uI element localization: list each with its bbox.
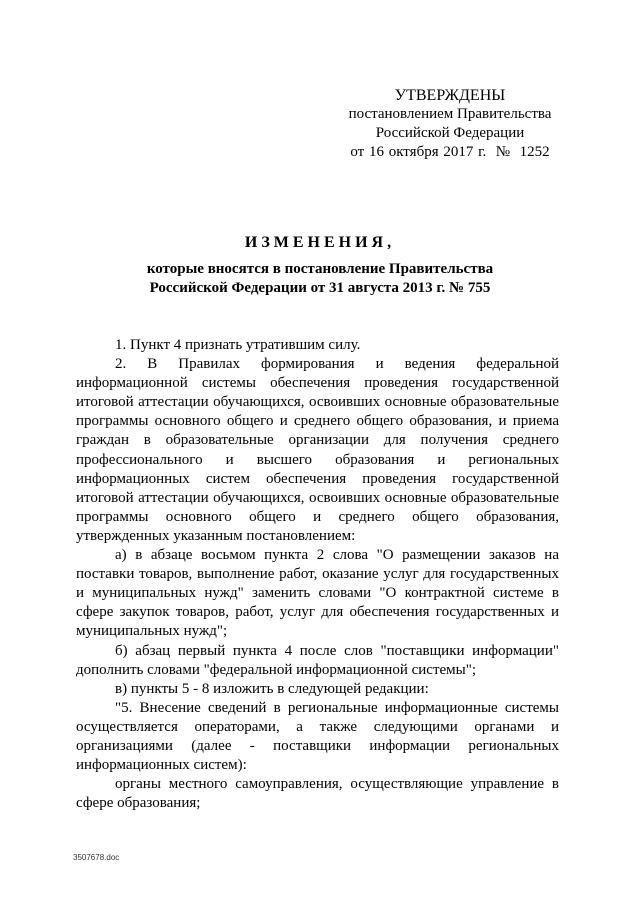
approval-line-2: Российской Федерации: [375, 125, 525, 141]
paragraph-7: органы местного самоуправления, осуществляющие управление в сфере образования;: [76, 776, 559, 812]
approval-date-line: от 16 октября 2017 г. № 1252: [350, 144, 550, 160]
paragraph-4: б) абзац первый пункта 4 после слов "поставщики информации" дополнить словами "федеральной информационной системы";: [76, 642, 559, 678]
document-title: ИЗМЕНЕНИЯ,: [244, 234, 396, 251]
paragraph-3: а) в абзаце восьмом пункта 2 слова "О размещении заказов на поставки товаров, выполнение работ, оказание услуг для государственных и муниципальных нужд" заменить словами "О контрактной системе в сфере закупок товаров, работ, услуг для обеспечения государственных и муниципальных нужд";: [76, 547, 559, 640]
approval-title: УТВЕРЖДЕНЫ: [394, 87, 506, 104]
subtitle-line-1: которые вносятся в постановление Правительства: [146, 261, 494, 277]
paragraph-5: в) пункты 5 - 8 изложить в следующей редакции:: [115, 680, 429, 697]
document-subtitle: [120, 260, 520, 298]
paragraph-6: "5. Внесение сведений в региональные информационные системы осуществляется операторами, а также следующими органами и организациями (далее - поставщики информации региональных информационных систем):: [76, 699, 559, 774]
file-name-footer: 3507678.doc: [73, 853, 120, 862]
document-body: [76, 336, 559, 813]
approval-block: [330, 86, 570, 162]
subtitle-line-2: Российской Федерации от 31 августа 2013 г. № 755: [149, 280, 491, 296]
paragraph-1: 1. Пункт 4 признать утратившим силу.: [115, 337, 361, 353]
paragraph-2: 2. В Правилах формирования и ведения федеральной информационной системы обеспечения проведения государственной итоговой аттестации обучающихся, освоивших основные образовательные программы основного общего и среднего общего образования, и приема граждан в образовательные организации для получения среднего профессионального и высшего образования и региональных информационных систем обеспечения проведения государственной итоговой аттестации обучающихся, освоивших основные образовательные программы основного общего и среднего общего образования, утвержденных указанным постановлением:: [76, 356, 559, 544]
approval-line-1: постановлением Правительства: [348, 106, 552, 122]
